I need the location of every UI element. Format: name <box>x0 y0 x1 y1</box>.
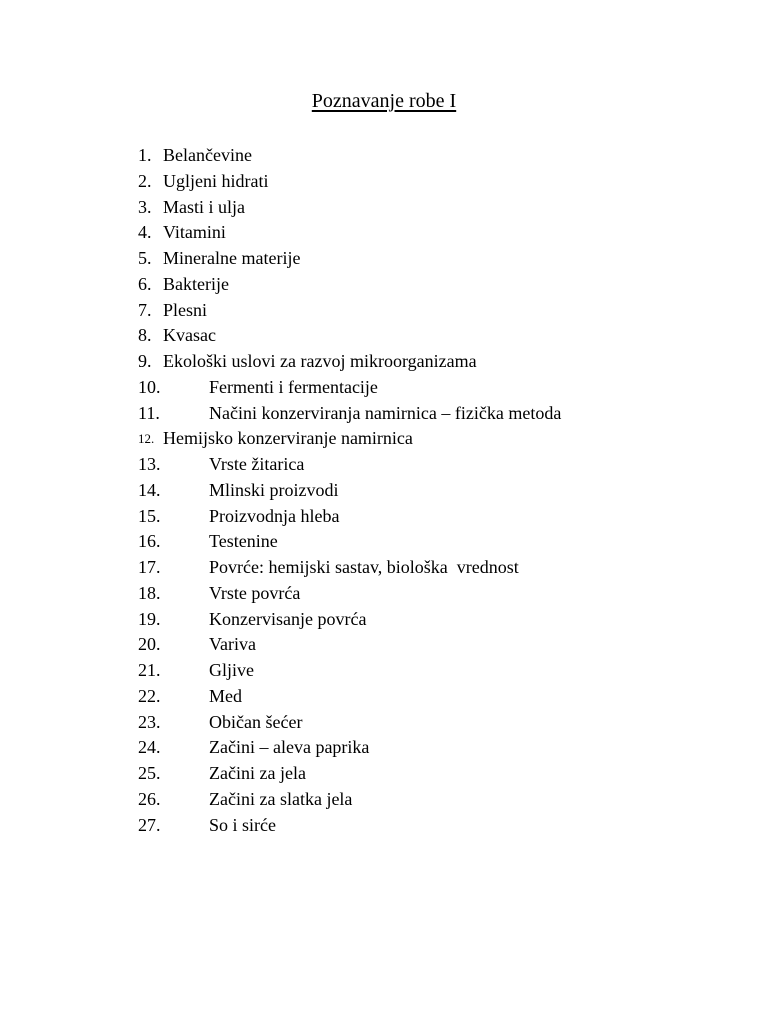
item-number: 6. <box>138 273 152 294</box>
item-text: Ekološki uslovi za razvoj mikroorganizama <box>163 351 477 371</box>
item-text: Med <box>209 685 242 706</box>
item-number: 17. <box>138 557 161 577</box>
list-item <box>138 169 738 195</box>
list-item <box>138 452 738 478</box>
item-number: 11. <box>138 402 160 423</box>
item-number: 18. <box>138 582 161 603</box>
item-text: Variva <box>209 634 256 655</box>
item-text: Začini za slatka jela <box>209 788 353 809</box>
item-number: 1. <box>138 145 152 165</box>
item-number: 22. <box>138 685 161 706</box>
list-item <box>138 555 738 581</box>
item-text: Običan šećer <box>209 711 303 732</box>
item-number: 12. <box>138 431 155 447</box>
item-number: 25. <box>138 763 161 783</box>
list-item <box>138 684 738 710</box>
item-number: 21. <box>138 660 161 680</box>
list-item <box>138 658 738 684</box>
list-item <box>138 761 738 787</box>
item-number: 24. <box>138 737 161 758</box>
item-number: 14. <box>138 479 161 500</box>
item-text: Začini za jela <box>209 763 306 783</box>
item-number: 15. <box>138 505 161 526</box>
list-item <box>138 401 738 427</box>
list-item <box>138 710 738 736</box>
list-item <box>138 195 738 221</box>
item-text: Povrće: hemijski sastav, biološka vrednost <box>209 557 519 577</box>
item-text: So i sirće <box>209 814 276 835</box>
list-item <box>138 349 738 375</box>
list-item <box>138 272 738 298</box>
item-text: Gljive <box>209 660 254 680</box>
list-item <box>138 298 738 324</box>
item-number: 10. <box>138 376 161 397</box>
item-text: Hemijsko konzerviranje namirnica <box>163 428 413 449</box>
list-item <box>138 529 738 555</box>
item-number: 19. <box>138 608 161 629</box>
item-text: Kvasac <box>163 325 216 346</box>
document-title: Poznavanje robe I <box>311 90 457 112</box>
item-number: 2. <box>138 170 152 191</box>
item-text: Proizvodnja hleba <box>209 505 340 526</box>
item-text: Začini – aleva paprika <box>209 737 370 758</box>
list-item <box>138 735 738 761</box>
item-number: 13. <box>138 454 161 474</box>
list-item <box>138 220 738 246</box>
item-text: Načini konzerviranja namirnica – fizička metoda <box>209 402 562 423</box>
item-text: Vitamini <box>163 222 226 243</box>
item-text: Konzervisanje povrća <box>209 608 367 629</box>
item-number: 23. <box>138 711 161 732</box>
list-item <box>138 143 738 169</box>
item-number: 9. <box>138 351 152 371</box>
item-number: 3. <box>138 196 152 217</box>
item-text: Vrste povrća <box>209 582 301 603</box>
list-item <box>138 323 738 349</box>
list-item <box>138 375 738 401</box>
list-item <box>138 478 738 504</box>
list-item <box>138 581 738 607</box>
item-text: Fermenti i fermentacije <box>209 376 378 397</box>
item-number: 4. <box>138 222 152 243</box>
item-text: Belančevine <box>163 145 252 165</box>
list-item <box>138 504 738 530</box>
item-text: Mineralne materije <box>163 248 301 268</box>
item-text: Testenine <box>209 531 278 552</box>
item-text: Ugljeni hidrati <box>163 170 269 191</box>
item-text: Plesni <box>163 299 208 320</box>
item-number: 16. <box>138 531 161 552</box>
item-number: 27. <box>138 814 161 835</box>
item-number: 8. <box>138 325 152 346</box>
item-number: 5. <box>138 248 152 268</box>
item-text: Masti i ulja <box>163 196 245 217</box>
list-item <box>138 787 738 813</box>
item-number: 20. <box>138 634 161 655</box>
list-item <box>138 426 738 452</box>
list-item <box>138 813 738 839</box>
item-number: 26. <box>138 788 161 809</box>
list-item <box>138 246 738 272</box>
topic-list <box>138 143 738 838</box>
item-text: Mlinski proizvodi <box>209 479 339 500</box>
list-item <box>138 632 738 658</box>
item-text: Bakterije <box>163 273 229 294</box>
item-number: 7. <box>138 299 152 320</box>
item-text: Vrste žitarica <box>209 454 305 474</box>
list-item <box>138 607 738 633</box>
